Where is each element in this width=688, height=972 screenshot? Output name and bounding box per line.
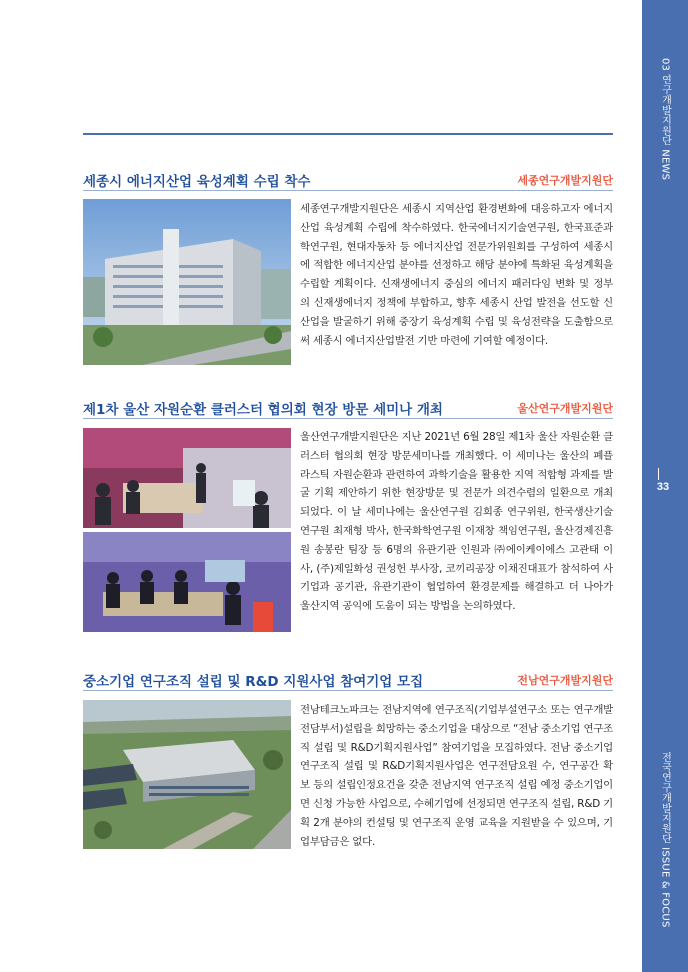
page-number: 33 — [656, 481, 670, 493]
sidebar-section-label: 03 연구개발지원단 NEWS — [659, 58, 671, 181]
sejong-building-photo — [83, 199, 291, 365]
sidebar-publication-label: 전국연구개발지원단 ISSUE & FOCUS — [659, 752, 671, 928]
top-divider — [83, 133, 613, 135]
technopark-aerial-photo — [83, 700, 291, 849]
section-body: 세종연구개발지원단은 세종시 지역산업 환경변화에 대응하고자 에너지산업 육성계획 수립에 착수하였다. 한국에너지기술연구원, 한국표준과학연구원, 현대자동차 등 에너지산업 전문가위원회를 구성하여 세종시에 적합한 에너지산업 분야를 선정하고 해당 분야에 특화된 육성계획을 수립할 계획이다. 신재생에너지 중심의 에너지 패러다임 변화 및 정부의 신재생에너지 정책에 부합하고, 향후 세종시 산업 발전을 선도할 신산업을 발굴하기 위해 중장기 육성계획 수립 및 육성전략을 도출함으로써 세종시 에너지산업발전 기반 마련에 기여할 예정이다. — [300, 203, 613, 347]
section-divider — [83, 690, 613, 691]
page-number-divider — [658, 468, 659, 480]
section-body: 울산연구개발지원단은 지난 2021년 6월 28일 제1차 울산 자원순환 클러스터 협의회 현장 방문세미나를 개최했다. 이 세미나는 울산의 폐플라스틱 자원순환과 관련하여 과학기술을 활용한 지역 적합형 과제를 발굴 기획 제안하기 위한 현장방문 및 전문가 의견수렴의 일환으로 개최되었다. 이 날 세미나에는 울산연구원 김희종 연구위원, 한국생산기술연구원 최재형 박사, 한국화학연구원 이재창 책임연구원, 울산경제진흥원 송봉란 팀장 등 6명의 유관기관 인원과 ㈜에이케이에스 고관태 이사, (주)제일화성 권성헌 부사장, 코끼리공장 이채진대표가 참석하여 사기업과 공기관, 유관기관이 협업하여 환경문제를 해결하고 더 나아가 울산지역 공익에 도움이 되는 방법을 논의하였다. — [300, 431, 613, 613]
seminar-photo-2 — [83, 532, 291, 632]
section-title: 중소기업 연구조직 설립 및 R&D 지원사업 참여기업 모집 — [83, 674, 424, 690]
section-divider — [83, 418, 613, 419]
section-title: 제1차 울산 자원순환 클러스터 협의회 현장 방문 세미나 개최 — [83, 402, 443, 418]
section-divider — [83, 190, 613, 191]
section-org: 전남연구개발지원단 — [517, 674, 613, 687]
section-body: 전남테크노파크는 전남지역에 연구조직(기업부설연구소 또는 연구개발전담부서)설립을 희망하는 중소기업을 대상으로 “전남 중소기업 연구조직 설립 및 R&D기획지원사업” 참여기업을 모집하였다. 전남 중소기업 연구조직 설립 및 R&D기획지원사업은 연구전담요원 수, 연구공간 확보 등의 설립인정요건을 갖춘 전남지역 연구조직 설립 예정 중소기업이면 신청 가능한 사업으로, 수혜기업에 선정되면 연구조직 설립, R&D 기획 2개 분야의 컨설팅 및 연구조직 운영 교육을 지원받을 수 있으며, 기업부담금은 없다. — [300, 704, 613, 848]
section-title: 세종시 에너지산업 육성계획 수립 착수 — [83, 174, 311, 190]
seminar-photo-1 — [83, 428, 291, 528]
section-org: 세종연구개발지원단 — [517, 174, 613, 187]
section-org: 울산연구개발지원단 — [517, 402, 613, 415]
